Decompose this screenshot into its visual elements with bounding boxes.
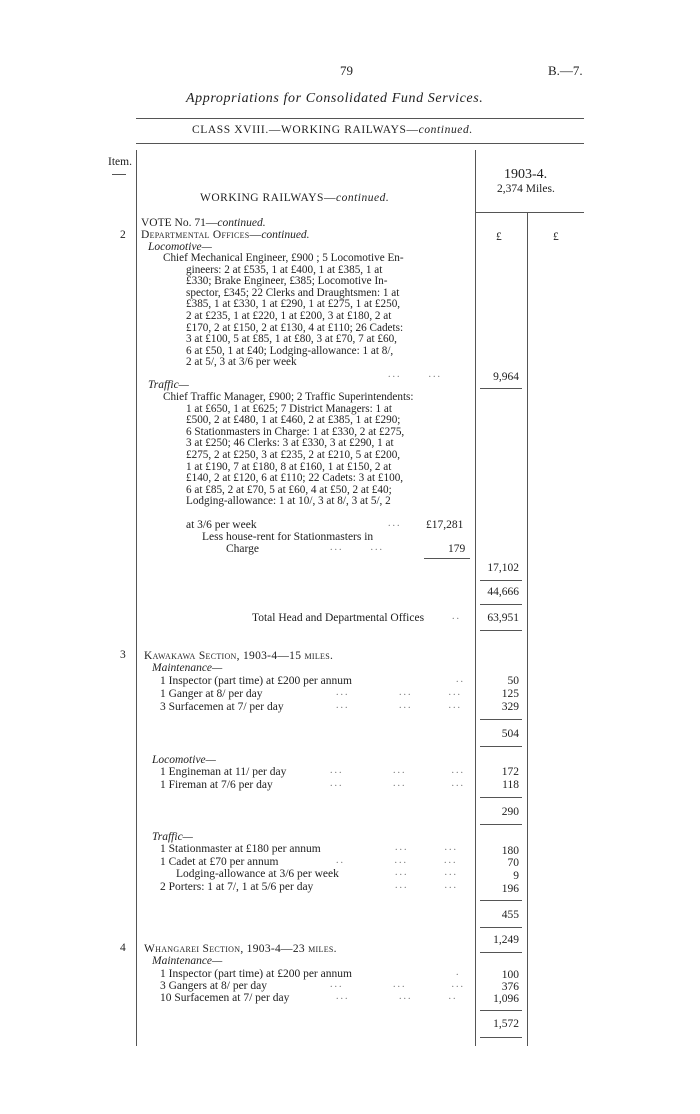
traffic-line: £140, 2 at £120, 6 at £110; 22 Cadets: 3 at £100, <box>186 472 404 485</box>
departmental-total: 44,666 <box>487 586 519 598</box>
kawakawa-traffic-row-value: 70 <box>507 857 519 869</box>
section-title: WORKING RAILWAYS—continued. <box>200 192 390 204</box>
currency-symbol-col2: £ <box>553 231 559 243</box>
kawakawa-traffic-heading: Traffic— <box>152 831 193 843</box>
kawakawa-traffic-row-value: 180 <box>501 845 519 857</box>
kawakawa-maintenance-row-label: 1 Inspector (part time) at £200 per annum <box>160 675 352 687</box>
subtotal-rule <box>480 746 522 747</box>
kawakawa-traffic-row-value: 9 <box>513 870 519 882</box>
header-rule-top <box>136 118 584 119</box>
year-heading-rule <box>475 212 584 213</box>
whangarei-section-heading: Whangarei Section, 1903-4—23 miles. <box>144 943 337 955</box>
dot-leader: ... <box>388 518 402 529</box>
subtotal-rule <box>480 900 522 901</box>
whangarei-maintenance-row-label: 1 Inspector (part time) at £200 per annum <box>160 968 352 980</box>
locomotive-line: £330; Brake Engineer, £385; Locomotive In- <box>186 275 388 288</box>
dot-leader: ... ... ... <box>336 687 462 698</box>
kawakawa-section-total: 1,249 <box>493 934 519 946</box>
kawakawa-maintenance-row-label: 1 Ganger at 8/ per day <box>160 688 263 700</box>
item-number-2: 2 <box>120 229 126 241</box>
locomotive-line: gineers: 2 at £535, 1 at £400, 1 at £385, 1 at <box>186 263 383 276</box>
less-house-rent-line: Charge <box>226 543 260 555</box>
whangarei-maintenance-row-value: 376 <box>501 981 519 993</box>
traffic-heading: Traffic— <box>148 379 189 391</box>
currency-symbol-col1: £ <box>496 231 502 243</box>
traffic-last-line: at 3/6 per week <box>186 519 257 531</box>
traffic-paragraph-first <box>163 392 470 404</box>
item-label-rule <box>112 174 126 175</box>
whangarei-maintenance-row-value: 1,096 <box>493 993 519 1005</box>
traffic-line: £500, 2 at £480, 1 at £460, 2 at £385, 1 at £290; <box>186 414 401 427</box>
whangarei-maintenance-row-value: 100 <box>501 969 519 981</box>
header-rule-bottom <box>136 143 584 144</box>
whangarei-maintenance-heading: Maintenance— <box>152 955 223 967</box>
locomotive-line: 6 at £50, 1 at £40; Lodging-allowance: 1 at 8/, <box>186 344 394 357</box>
dot-leader: ... ... ... <box>330 778 465 789</box>
traffic-line: 6 at £85, 2 at £70, 5 at £60, 4 at £50, 2 at £40; <box>186 483 392 496</box>
departmental-offices-heading: Departmental Offices—continued. <box>141 229 310 241</box>
amount-column-divider <box>475 150 476 1046</box>
class-heading: CLASS XVIII.—WORKING RAILWAYS—continued. <box>192 124 473 136</box>
year-heading: 1903-4. <box>504 167 548 182</box>
locomotive-paragraph-first <box>163 253 470 265</box>
traffic-line: £275, 2 at £250, 3 at £235, 2 at £210, 5 at £200, <box>186 448 401 461</box>
dot-leader: ... ... <box>395 867 458 878</box>
less-house-rent-line: Less house-rent for Stationmasters in <box>202 531 374 543</box>
subtotal-rule <box>480 1010 522 1011</box>
traffic-line: 3 at £250; 46 Clerks: 3 at £330, 3 at £290, 1 at <box>186 437 394 450</box>
traffic-line: Lodging-allowance: 1 at 10/, 3 at 8/, 3 at 5/, 2 <box>186 495 391 508</box>
kawakawa-maintenance-row-value: 50 <box>507 675 519 687</box>
kawakawa-traffic-row-label: 1 Cadet at £70 per annum <box>160 856 279 868</box>
subtotal-rule <box>480 604 522 605</box>
kawakawa-traffic-row-label: 1 Stationmaster at £180 per annum <box>160 843 321 855</box>
document-reference: B.—7. <box>548 63 583 78</box>
locomotive-line: £170, 2 at £150, 2 at £130, 4 at £110; 26 Cadets: <box>186 321 404 334</box>
dot-leader: ... ... <box>330 542 384 553</box>
kawakawa-maintenance-total: 504 <box>501 728 519 740</box>
locomotive-paragraph <box>186 265 470 369</box>
subtotal-rule <box>480 630 522 631</box>
kawakawa-traffic-total: 455 <box>501 909 519 921</box>
total-head-label: Total Head and Departmental Offices <box>252 612 425 624</box>
dot-leader: ... ... <box>388 369 442 380</box>
dot-leader: ... ... ... <box>330 979 465 990</box>
item-column-divider <box>136 150 137 1046</box>
whangarei-maintenance-total: 1,572 <box>493 1018 519 1030</box>
dot-leader: .. <box>456 674 465 685</box>
locomotive-line: 3 at £100, 5 at £85, 1 at £80, 3 at £70, 7 at £60, <box>186 333 397 346</box>
dot-leader: .. <box>452 611 461 622</box>
kawakawa-maintenance-row-value: 125 <box>501 688 519 700</box>
traffic-total: 17,102 <box>487 562 519 574</box>
dot-leader: ... ... .. <box>336 991 458 1002</box>
page-title: Appropriations for Consolidated Fund Services. <box>186 91 484 106</box>
dot-leader: ... ... ... <box>330 765 465 776</box>
kawakawa-maintenance-row-value: 329 <box>501 701 519 713</box>
dot-leader: ... ... <box>395 880 458 891</box>
less-house-rent-amount: 179 <box>448 543 466 555</box>
locomotive-total: 9,964 <box>493 371 519 383</box>
item-number-3: 3 <box>120 649 126 661</box>
item-number-4: 4 <box>120 942 126 954</box>
kawakawa-locomotive-row-value: 172 <box>501 766 519 778</box>
kawakawa-maintenance-row-label: 3 Surfacemen at 7/ per day <box>160 701 284 713</box>
dot-leader: .. ... ... <box>336 855 458 866</box>
locomotive-line: £385, 1 at £330, 1 at £290, 1 at £275, 1 at £250, <box>186 298 401 311</box>
dot-leader: ... ... ... <box>336 700 462 711</box>
subtotal-rule <box>480 1037 522 1038</box>
subtotal-rule <box>480 927 522 928</box>
locomotive-line: 2 at £235, 1 at £220, 1 at £200, 3 at £180, 2 at <box>186 309 392 322</box>
locomotive-line: 2 at 5/, 3 at 3/6 per week <box>186 356 297 369</box>
dot-leader: . <box>456 967 461 978</box>
subtotal-rule <box>480 580 522 581</box>
page-number: 79 <box>340 63 353 78</box>
traffic-line: 6 Stationmasters in Charge: 1 at £330, 2 at £275, <box>186 425 405 438</box>
subtotal-rule <box>480 719 522 720</box>
kawakawa-traffic-row-value: 196 <box>501 883 519 895</box>
vote-label: VOTE No. 71—continued. <box>141 217 266 229</box>
traffic-line: Chief Traffic Manager, £900; 2 Traffic Superintendents: <box>163 391 414 403</box>
dot-leader: ... ... <box>395 842 458 853</box>
kawakawa-locomotive-row-label: 1 Engineman at 11/ per day <box>160 766 287 778</box>
total-head-value: 63,951 <box>487 612 519 624</box>
kawakawa-locomotive-row-value: 118 <box>502 779 519 791</box>
traffic-line: 1 at £190, 7 at £180, 8 at £160, 1 at £150, 2 at <box>186 460 392 473</box>
kawakawa-traffic-row-label: 2 Porters: 1 at 7/, 1 at 5/6 per day <box>160 881 314 893</box>
kawakawa-locomotive-row-label: 1 Fireman at 7/6 per day <box>160 779 273 791</box>
subtotal-rule <box>480 952 522 953</box>
whangarei-maintenance-row-label: 10 Surfacemen at 7/ per day <box>160 992 290 1004</box>
traffic-line: 1 at £650, 1 at £625; 7 District Managers: 1 at <box>186 402 392 415</box>
locomotive-line: spector, £345; 22 Clerks and Draughtsmen: 1 at <box>186 286 400 299</box>
subtotal-rule <box>480 824 522 825</box>
whangarei-maintenance-row-label: 3 Gangers at 8/ per day <box>160 980 267 992</box>
amount-subcolumn-divider <box>527 212 528 1046</box>
locomotive-line: Chief Mechanical Engineer, £900 ; 5 Locomotive En- <box>163 252 404 264</box>
traffic-paragraph <box>186 404 470 508</box>
traffic-subtotal-amount: £17,281 <box>426 519 464 531</box>
kawakawa-section-heading: Kawakawa Section, 1903-4—15 miles. <box>144 650 334 662</box>
kawakawa-locomotive-heading: Locomotive— <box>152 754 216 766</box>
miles-heading: 2,374 Miles. <box>497 183 555 195</box>
subtotal-rule <box>480 388 522 389</box>
subtotal-rule <box>480 797 522 798</box>
kawakawa-maintenance-heading: Maintenance— <box>152 662 223 674</box>
locomotive-heading: Locomotive— <box>148 241 212 253</box>
item-column-label: Item. <box>108 156 132 168</box>
less-rule <box>424 558 470 559</box>
kawakawa-traffic-row-label: Lodging-allowance at 3/6 per week <box>176 868 339 880</box>
kawakawa-locomotive-total: 290 <box>501 806 519 818</box>
